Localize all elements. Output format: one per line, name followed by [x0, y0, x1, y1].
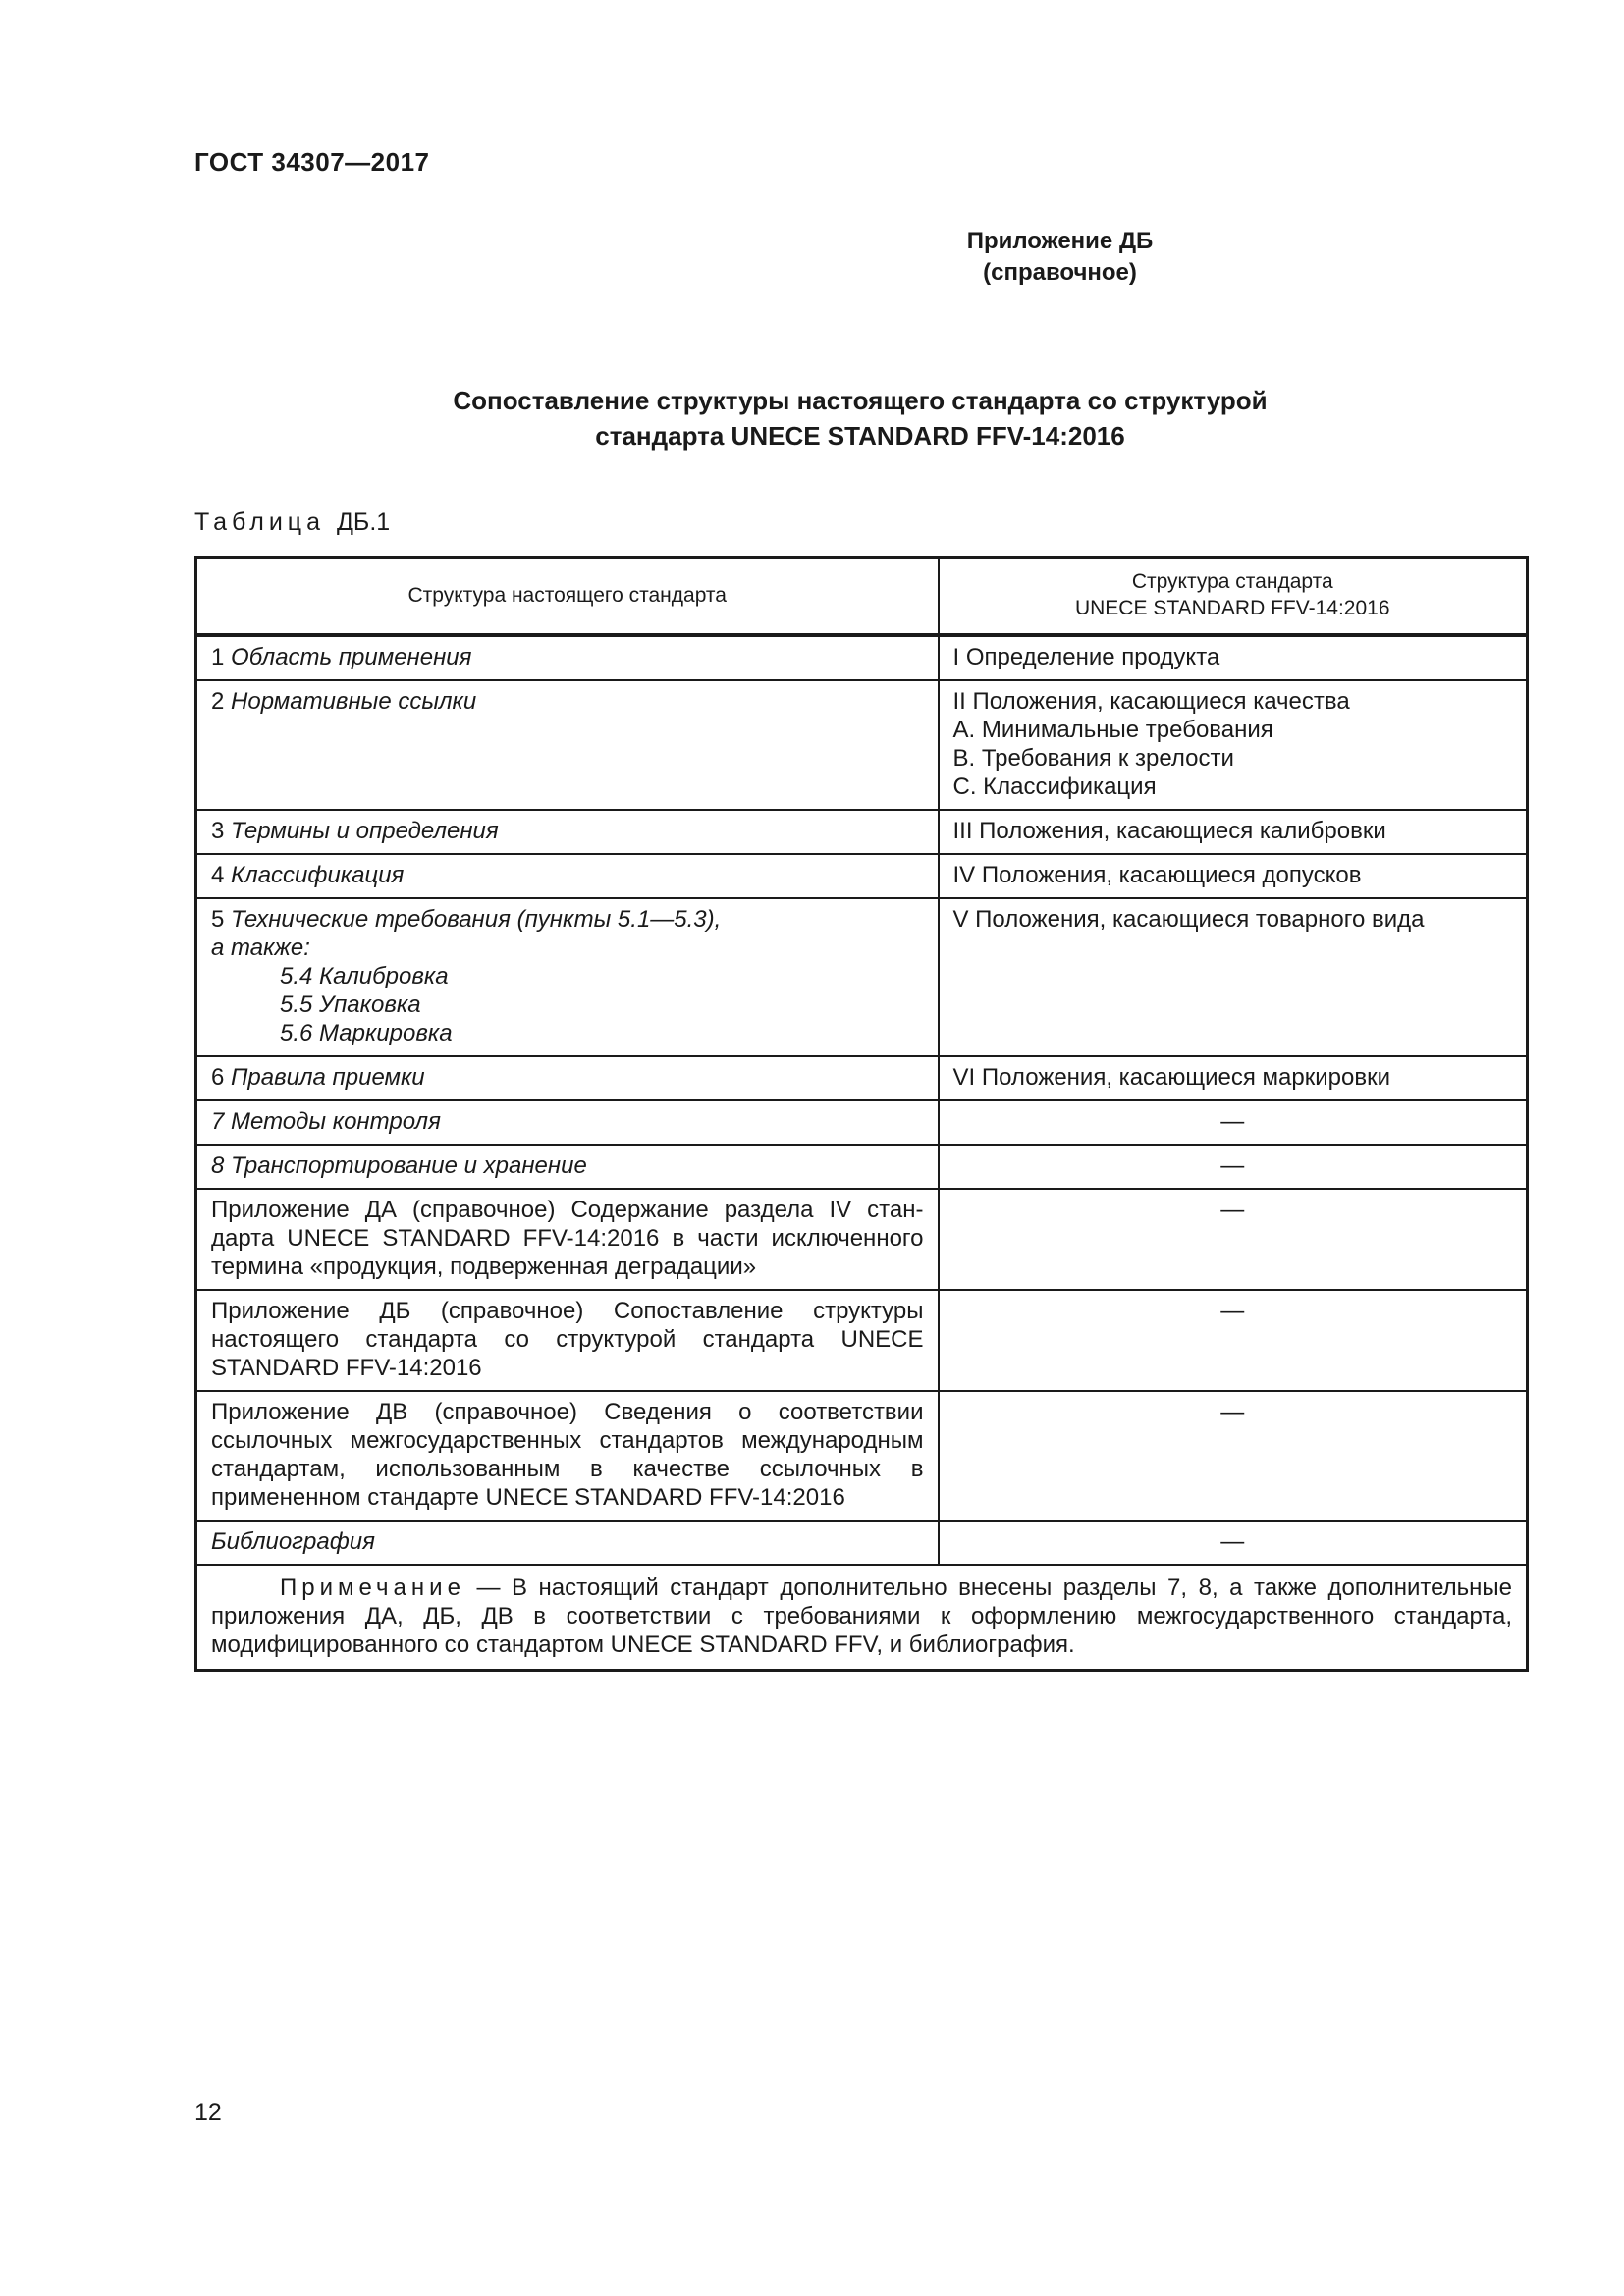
- header-col-unece-standard: [939, 558, 1528, 636]
- header-col-this-standard: Структура настоящего стандарта: [196, 558, 939, 636]
- table-header-row: [196, 558, 1528, 636]
- section-title-line1: Сопоставление структуры настоящего стандарта со структурой: [453, 386, 1268, 415]
- row-right-cell: VI Положения, касающиеся маркировки: [939, 1056, 1528, 1100]
- row-right-cell: III Положения, касающиеся калибровки: [939, 810, 1528, 854]
- table-row: [196, 1391, 1528, 1521]
- section-name: Технические требования (пункты 5.1—5.3),: [231, 906, 722, 933]
- row-left-cell: 7 Методы контроля: [196, 1100, 939, 1145]
- table-label: [194, 508, 390, 537]
- section-extra: а также:: [211, 934, 310, 961]
- table-note: [196, 1565, 1528, 1671]
- row-left-cell: [196, 1056, 939, 1100]
- table-label-word: Таблица: [194, 508, 326, 536]
- row-left-cell: [196, 810, 939, 854]
- section-name: Правила приемки: [231, 1064, 425, 1091]
- header-col2-line1: Структура стандарта: [1131, 570, 1333, 593]
- row-right-cell: —: [939, 1145, 1528, 1189]
- page-number: 12: [194, 2099, 222, 2126]
- row-left-cell: Приложение ДА (справочное) Содержание раздела IV стан-дарта UNECE STANDARD FFV-14:2016 в части исключенного термина «продукция, подверженная деградации»: [196, 1189, 939, 1290]
- row-left-cell: Приложение ДБ (справочное) Сопоставление структуры настоящего стандарта со структурой стандарта UNECE STANDARD FFV-14:2016: [196, 1290, 939, 1391]
- subsection: 5.5 Упаковка: [280, 991, 421, 1018]
- row-right-cell: V Положения, касающиеся товарного вида: [939, 898, 1528, 1056]
- table-row: [196, 898, 1528, 1056]
- section-number: 1: [211, 644, 225, 670]
- subsection: 5.6 Маркировка: [280, 1020, 453, 1046]
- section-number: 4: [211, 862, 225, 888]
- section-title-line2: стандарта UNECE STANDARD FFV-14:2016: [595, 421, 1125, 451]
- table-row: [196, 810, 1528, 854]
- document-code: ГОСТ 34307—2017: [194, 147, 430, 177]
- section-name: Нормативные ссылки: [231, 688, 477, 715]
- section-name: Термины и определения: [231, 818, 499, 844]
- section-title: [194, 383, 1526, 454]
- row-left-cell: 8 Транспортирование и хранение: [196, 1145, 939, 1189]
- right-line: C. Классификация: [952, 774, 1157, 800]
- row-left-cell: Приложение ДВ (справочное) Сведения о соответствии ссылочных межгосударственных стандартов международным стандартам, использованным в качестве ссылочных в примененном стандарте UNECE STANDARD FFV-14:2016: [196, 1391, 939, 1521]
- row-left-cell: [196, 854, 939, 898]
- table-row: [196, 854, 1528, 898]
- table-row: [196, 1521, 1528, 1565]
- header-col2-line2: UNECE STANDARD FFV-14:2016: [1074, 597, 1390, 619]
- table-row: [196, 1100, 1528, 1145]
- right-line: II Положения, касающиеся качества: [952, 688, 1350, 715]
- table-label-number: ДБ.1: [336, 508, 391, 536]
- right-line: A. Минимальные требования: [952, 717, 1273, 743]
- row-right-cell: —: [939, 1189, 1528, 1290]
- appendix-title: Приложение ДБ: [966, 228, 1154, 254]
- table-note-row: [196, 1565, 1528, 1671]
- section-number: 5: [211, 906, 225, 933]
- row-left-cell: Библиография: [196, 1521, 939, 1565]
- row-right-cell: —: [939, 1290, 1528, 1391]
- section-number: 2: [211, 688, 225, 715]
- table-row: [196, 1145, 1528, 1189]
- row-right-cell: [939, 680, 1528, 810]
- subsection: 5.4 Калибровка: [280, 963, 449, 989]
- row-right-cell: I Определение продукта: [939, 635, 1528, 680]
- table-row: [196, 680, 1528, 810]
- note-text: — В настоящий стандарт дополнительно внесены разделы 7, 8, а также дополнительные приложения ДА, ДБ, ДВ в соответствии с требованиями к оформлению межгосударственного стандарта, модифицированного со стандартом UNECE STANDARD FFV, и библиография.: [211, 1575, 1513, 1658]
- right-line: B. Требования к зрелости: [952, 745, 1234, 772]
- table-row: [196, 635, 1528, 680]
- section-number: 6: [211, 1064, 225, 1091]
- table-row: [196, 1290, 1528, 1391]
- row-left-cell: [196, 680, 939, 810]
- section-name: Область применения: [231, 644, 472, 670]
- row-right-cell: —: [939, 1521, 1528, 1565]
- table-row: [196, 1189, 1528, 1290]
- note-label: Примечание: [280, 1575, 465, 1601]
- row-right-cell: —: [939, 1391, 1528, 1521]
- appendix-type: (справочное): [983, 259, 1137, 286]
- appendix-heading: [0, 226, 1624, 289]
- row-left-cell: [196, 635, 939, 680]
- table-row: [196, 1056, 1528, 1100]
- row-right-cell: —: [939, 1100, 1528, 1145]
- section-name: Классификация: [231, 862, 405, 888]
- row-right-cell: IV Положения, касающиеся допусков: [939, 854, 1528, 898]
- section-number: 3: [211, 818, 225, 844]
- structure-comparison-table: [194, 556, 1529, 1672]
- row-left-cell: [196, 898, 939, 1056]
